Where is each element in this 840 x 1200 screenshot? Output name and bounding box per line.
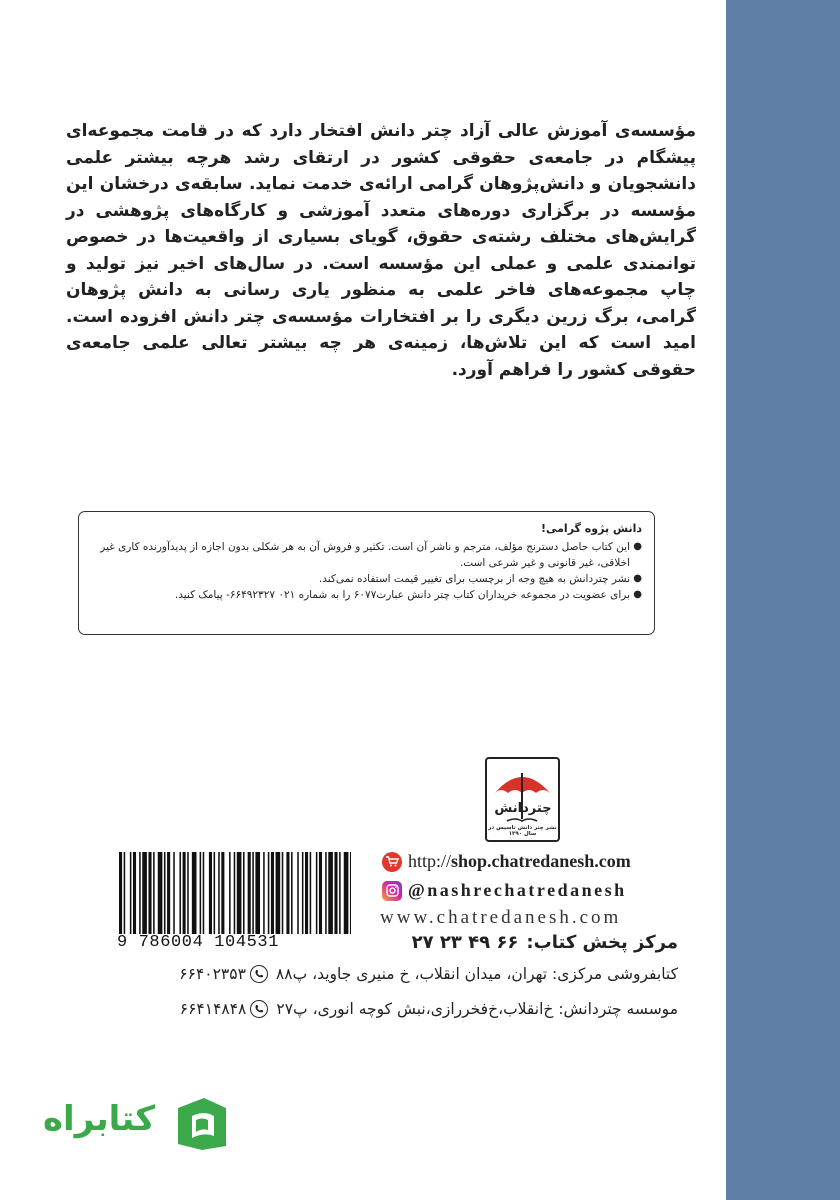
- publisher-caption: نشر چتر دانش تاسیس در سال ۱۳۹۰: [488, 825, 557, 837]
- website-link[interactable]: www.chatredanesh.com: [380, 907, 622, 928]
- ketabrah-logo: [40, 1094, 230, 1154]
- isbn-barcode: [117, 852, 353, 934]
- address-text: کتابفروشی مرکزی: تهران، میدان انقلاب، خ منیری جاوید، پ۸۸: [275, 965, 678, 983]
- bullet-icon: ●: [633, 573, 642, 584]
- ketabrah-wordmark: کتابراه: [42, 1099, 156, 1139]
- shop-url: shop.chatredanesh.com: [451, 851, 631, 871]
- intro-paragraph: مؤسسه‌ی آموزش عالی آزاد چتر دانش افتخار دارد که در قامت مجموعه‌ای پیشگام در جامعه‌ی حقوقی کشور در ارتقای رشد هرچه بیشتر علمی دانشجویان و دانش‌پژوهان گرامی ارائه‌ی خدمت نماید. سابقه‌ی درخشان این مؤسسه در برگزاری دوره‌های متعدد آموزشی و کارگاه‌های پژوهشی در گرایش‌های مختلف رشته‌ی حقوق، گویای بسیاری از واقعیت‌ها در خصوص توانمندی علمی و عملی این مؤسسه است. در سال‌های اخیر نیز تولید و چاپ مجموعه‌های فاخر علمی به منظور یاری رسانی به دانش پژوهان گرامی، برگ زرین دیگری را بر افتخارات مؤسسه‌ی چتر دانش افزوده است. امید است که این تلاش‌ها، زمینه‌ی هر چه بیشتر تعالی علمی جامعه‌ی حقوقی کشور را فراهم آورد.: [66, 121, 696, 380]
- address-institute: [180, 1000, 678, 1018]
- notice-list: [89, 539, 642, 603]
- notice-item: ● نشر چتردانش به هیچ وجه از برچسب برای تغییر قیمت استفاده نمی‌کند.: [318, 573, 642, 585]
- shop-link[interactable]: [382, 851, 631, 872]
- distribution-center: [412, 932, 678, 953]
- notice-box: [78, 511, 655, 635]
- bullet-icon: ●: [633, 589, 642, 600]
- spine-strip: [726, 0, 840, 1200]
- notice-title: دانش پژوه گرامی!: [540, 522, 642, 535]
- bullet-icon: ●: [633, 541, 642, 552]
- distribution-label: مرکز پخش کتاب:: [526, 932, 678, 953]
- phone-number: ۶۶۴۱۴۸۴۸: [180, 1000, 269, 1018]
- cart-icon: [382, 852, 402, 872]
- address-bookstore: [179, 965, 678, 983]
- instagram-link[interactable]: [382, 880, 627, 901]
- phone-number: ۶۶۴۰۲۳۵۳: [179, 965, 268, 983]
- umbrella-icon: [491, 763, 554, 829]
- address-text: موسسه چتردانش: خ‌انقلاب،خ‌فخررازی،نبش کوچه انوری، پ۲۷: [276, 1000, 678, 1018]
- notice-item: ● این کتاب حاصل دسترنج مؤلف، مترجم و ناشر آن است. تکثیر و فروش آن به هر شکلی بدون اجازه از پدیدآورنده کاری غیر اخلاقی، غیر قانونی و غیر شرعی است.: [100, 541, 642, 569]
- instagram-handle: @nashrechatredanesh: [408, 880, 627, 900]
- phone-icon: [250, 1000, 268, 1018]
- book-icon: [174, 1096, 230, 1152]
- instagram-icon: [382, 881, 402, 901]
- shop-url-prefix: http://: [408, 851, 452, 871]
- notice-item: ● برای عضویت در مجموعه خریداران کتاب چتر دانش عبارت۶۰۷۷ را به شماره ۰۲۱ ۶۶۴۹۲۳۲۷- پیامک کنید.: [174, 589, 642, 601]
- publisher-wordmark: چتردانش: [494, 801, 552, 816]
- phone-icon: [250, 965, 268, 983]
- isbn-number: 9 786004 104531: [117, 933, 280, 952]
- publisher-logo: [485, 757, 560, 842]
- distribution-phone: ۶۶ ۴۹ ۲۳ ۲۷: [411, 932, 519, 953]
